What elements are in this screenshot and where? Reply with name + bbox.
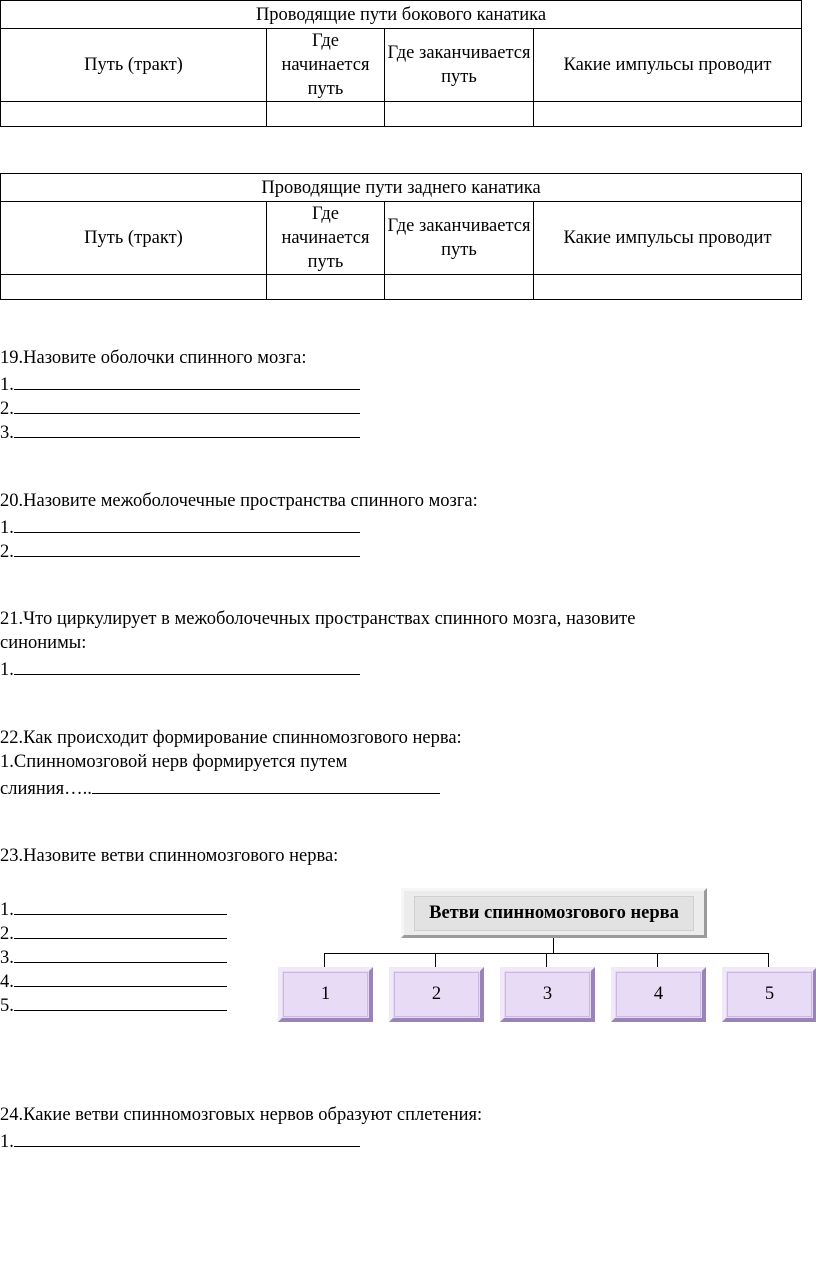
branches-diagram [276, 886, 816, 1026]
answer-blank[interactable] [14, 537, 360, 557]
connector-line [553, 938, 554, 953]
branch-label: 4 [616, 972, 701, 1017]
header-path: Путь (тракт) [1, 29, 267, 102]
answer-line[interactable] [0, 774, 440, 801]
answer-blank[interactable] [14, 418, 360, 438]
answer-number: 1. [0, 660, 14, 680]
connector-line [657, 953, 658, 967]
answer-line[interactable] [0, 1127, 360, 1154]
answer-line[interactable] [0, 537, 360, 564]
answer-number: 2. [0, 542, 14, 562]
table-cell-empty[interactable] [1, 275, 267, 300]
branch-box [389, 967, 484, 1022]
question-22-line1: 1.Спинномозговой нерв формируется путем [0, 752, 348, 772]
answer-number: 1. [0, 518, 14, 538]
table-caption: Проводящие пути заднего канатика [1, 174, 802, 202]
question-20-title: 20.Назовите межоболочечные пространства спинного мозга: [0, 491, 478, 511]
branch-box [611, 967, 706, 1022]
header-end: Где заканчивается путь [385, 29, 534, 102]
table-cell-empty[interactable] [534, 275, 802, 300]
answer-number: 5. [0, 996, 14, 1016]
table-cell-empty[interactable] [534, 102, 802, 127]
header-start: Где начинается путь [267, 202, 385, 275]
branch-box [278, 967, 373, 1022]
answer-blank[interactable] [14, 895, 227, 915]
lateral-funiculus-table [0, 0, 802, 127]
answer-blank[interactable] [14, 967, 227, 987]
answer-blank[interactable] [14, 943, 227, 963]
answer-blank[interactable] [14, 655, 360, 675]
header-impulses: Какие импульсы проводит [534, 29, 802, 102]
answer-number: 4. [0, 972, 14, 992]
branch-label: 2 [394, 972, 479, 1017]
branch-label: 3 [505, 972, 590, 1017]
connector-line [435, 953, 436, 967]
answer-number: 2. [0, 924, 14, 944]
branch-box [500, 967, 595, 1022]
answer-line[interactable] [0, 655, 360, 682]
branch-box [722, 967, 816, 1022]
answer-number: 3. [0, 423, 14, 443]
answer-number: 1. [0, 900, 14, 920]
question-21-title: 21.Что циркулирует в межоболочечных пространствах спинного мозга, назовите [0, 609, 636, 629]
answer-line[interactable] [0, 895, 227, 922]
answer-line[interactable] [0, 967, 227, 994]
header-start: Где начинается путь [267, 29, 385, 102]
connector-line [768, 953, 769, 967]
answer-line[interactable] [0, 418, 360, 445]
answer-line[interactable] [0, 991, 227, 1018]
header-path: Путь (тракт) [1, 202, 267, 275]
table-cell-empty[interactable] [267, 275, 385, 300]
connector-line [324, 953, 325, 967]
answer-line[interactable] [0, 370, 360, 397]
answer-blank[interactable] [14, 394, 360, 414]
connector-line [546, 953, 547, 967]
table-cell-empty[interactable] [385, 275, 534, 300]
table-cell-empty[interactable] [385, 102, 534, 127]
answer-number: 1. [0, 375, 14, 395]
question-21-title-cont: синонимы: [0, 633, 87, 653]
answer-blank[interactable] [14, 1127, 360, 1147]
answer-number: 1. [0, 1132, 14, 1152]
answer-line[interactable] [0, 919, 227, 946]
answer-blank[interactable] [92, 774, 440, 794]
question-23-title: 23.Назовите ветви спинномозгового нерва: [0, 846, 339, 866]
answer-number: 3. [0, 948, 14, 968]
answer-line[interactable] [0, 394, 360, 421]
table-caption: Проводящие пути бокового канатика [1, 1, 802, 29]
answer-prefix: слияния….. [0, 779, 92, 799]
answer-line[interactable] [0, 513, 360, 540]
posterior-funiculus-table [0, 173, 802, 300]
question-24-title: 24.Какие ветви спинномозговых нервов образуют сплетения: [0, 1105, 483, 1125]
table-cell-empty[interactable] [267, 102, 385, 127]
diagram-title: Ветви спинномозгового нерва [414, 896, 694, 931]
answer-blank[interactable] [14, 919, 227, 939]
branch-label: 1 [283, 972, 368, 1017]
question-22-title: 22.Как происходит формирование спинномозгового нерва: [0, 728, 462, 748]
answer-number: 2. [0, 399, 14, 419]
answer-blank[interactable] [14, 370, 360, 390]
header-impulses: Какие импульсы проводит [534, 202, 802, 275]
branch-label: 5 [727, 972, 812, 1017]
answer-blank[interactable] [14, 513, 360, 533]
answer-blank[interactable] [14, 991, 227, 1011]
diagram-title-box [401, 888, 707, 938]
answer-line[interactable] [0, 943, 227, 970]
question-19-title: 19.Назовите оболочки спинного мозга: [0, 348, 307, 368]
header-end: Где заканчивается путь [385, 202, 534, 275]
table-cell-empty[interactable] [1, 102, 267, 127]
